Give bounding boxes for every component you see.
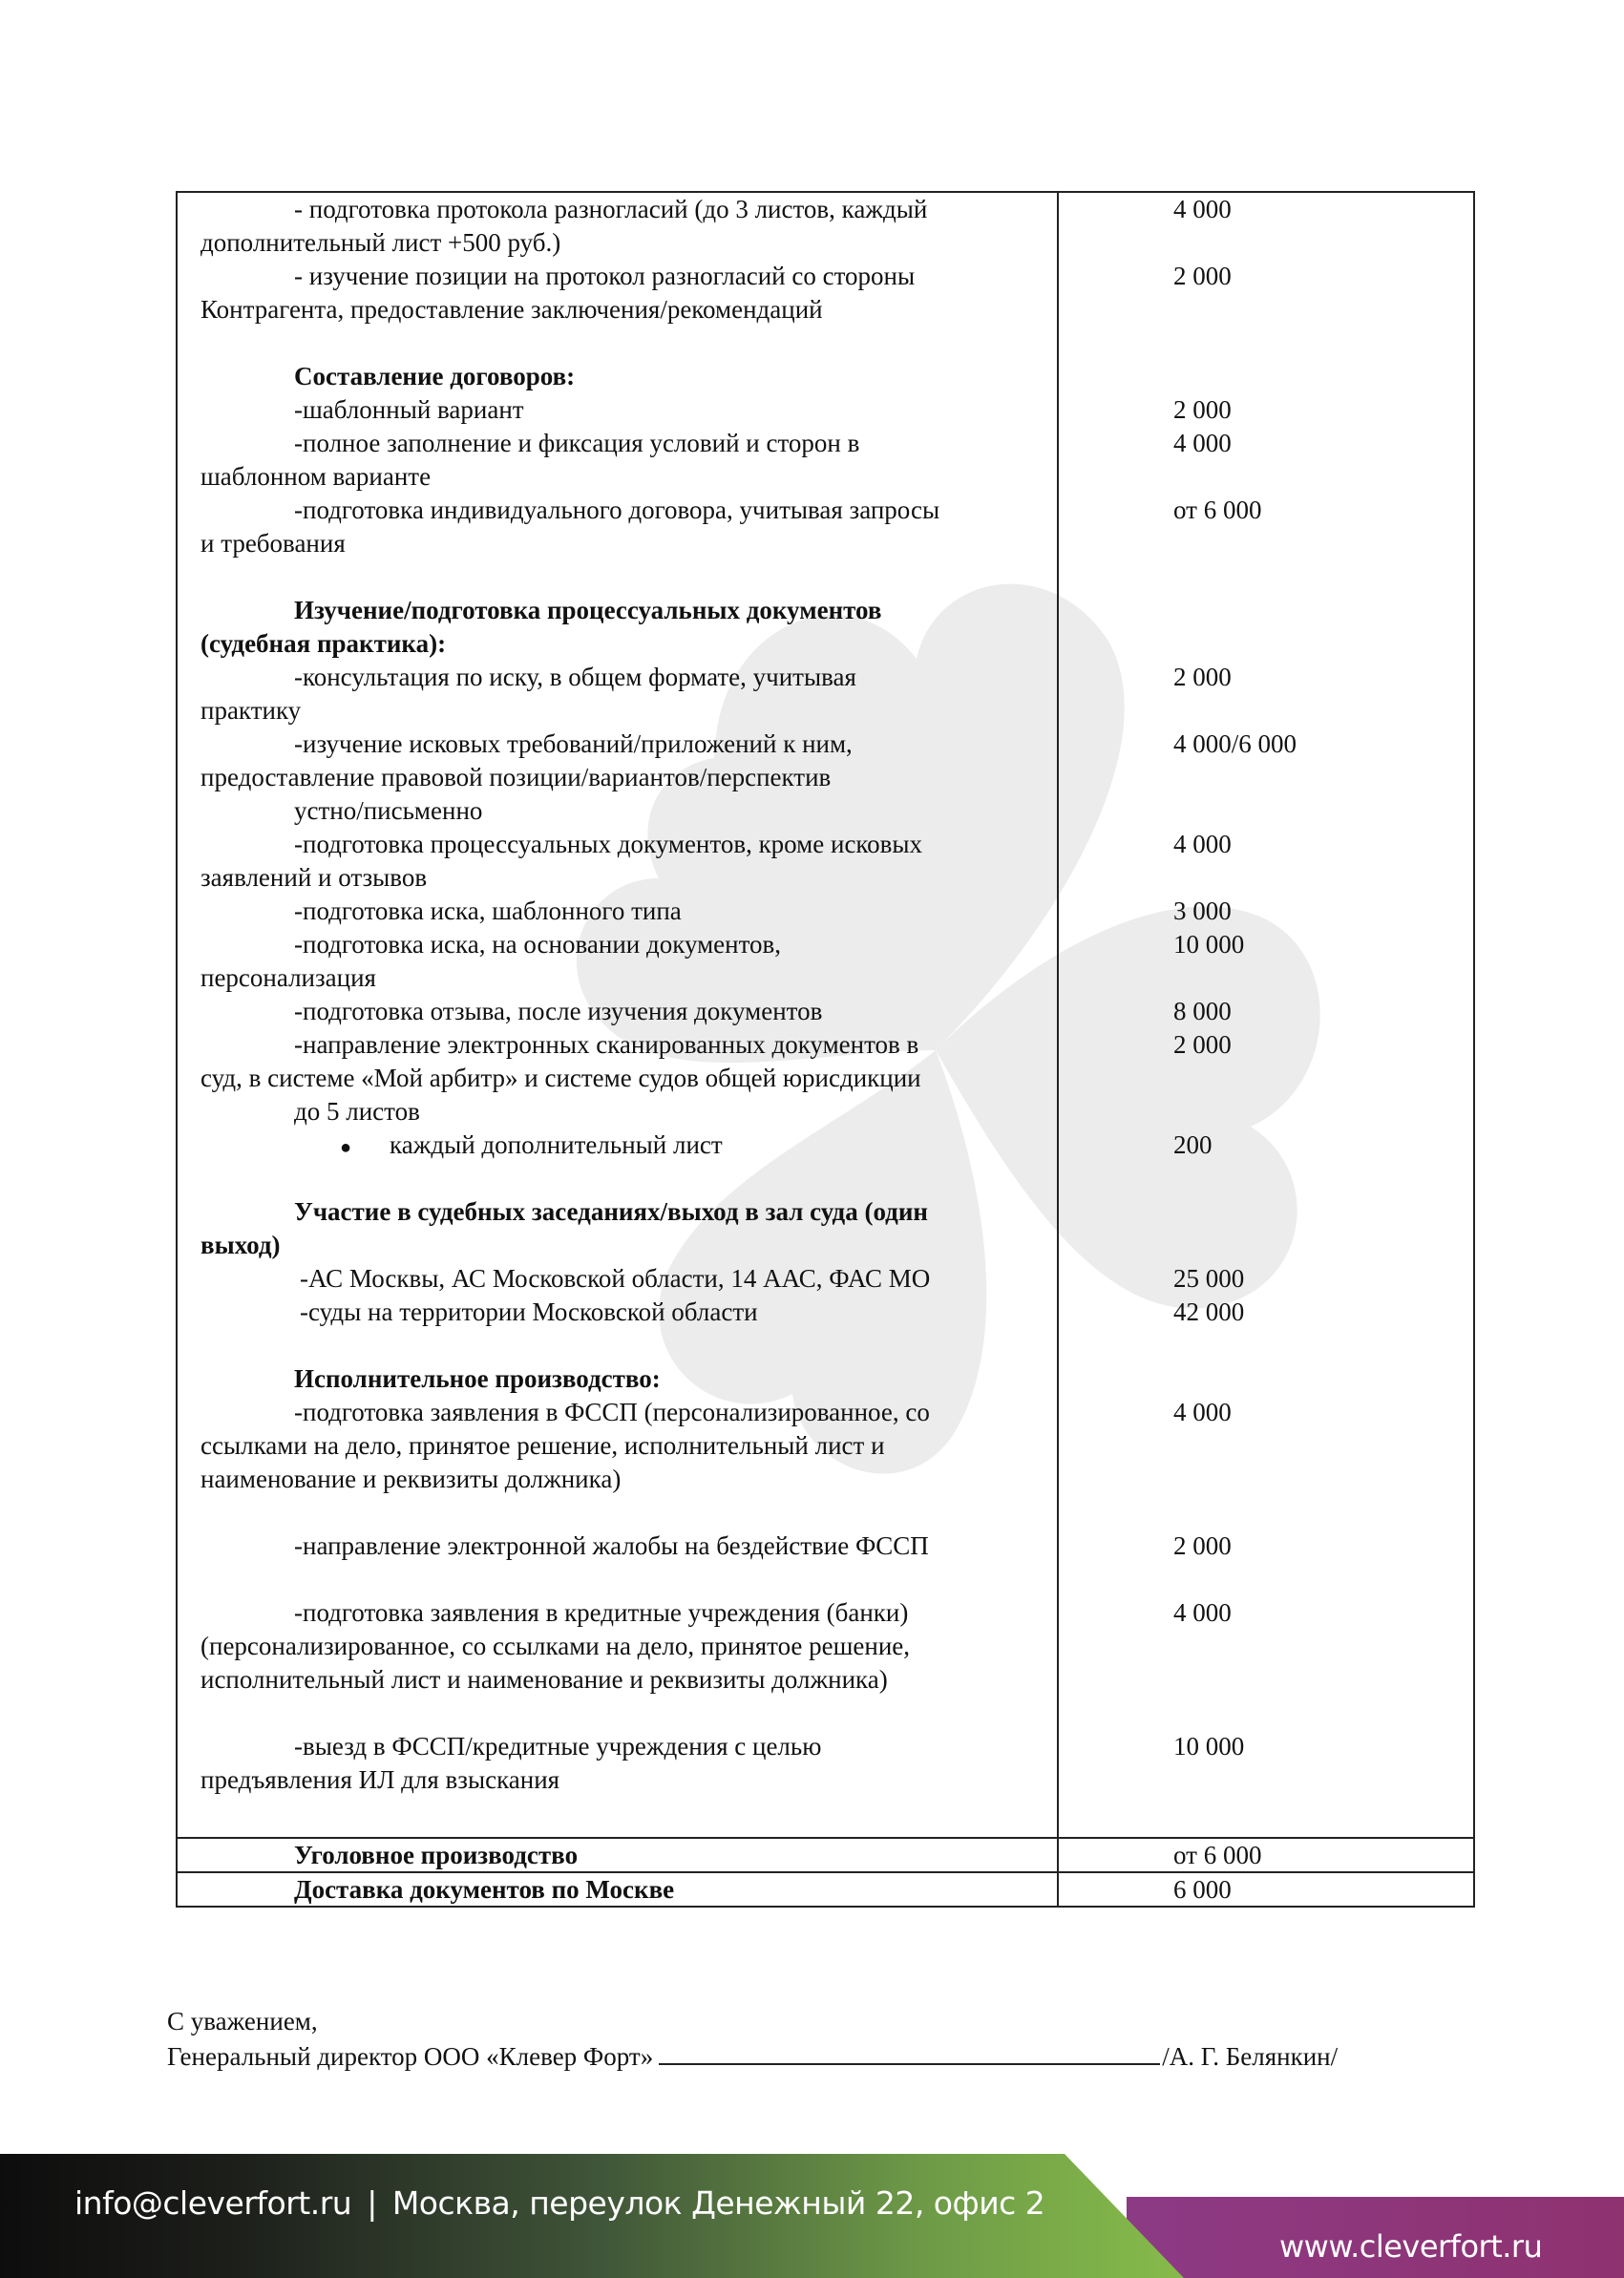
service-price: 2 000	[1173, 395, 1232, 424]
service-item-line: персонализация	[200, 963, 376, 992]
service-item-line: -подготовка заявления в кредитные учреждения (банки)	[294, 1598, 909, 1627]
service-item-line: ссылками на дело, принятое решение, исполнительный лист и	[200, 1431, 885, 1460]
service-item-line: исполнительный лист и наименование и реквизиты должника)	[200, 1665, 888, 1694]
service-item-line: шаблонном варианте	[200, 462, 432, 491]
section-heading: выход)	[200, 1231, 281, 1259]
services-price-cell	[1058, 192, 1474, 1838]
price-spacer	[1173, 1697, 1473, 1730]
criminal-price: от 6 000	[1173, 1841, 1262, 1869]
footer-separator: |	[367, 2184, 377, 2222]
section-heading: Изучение/подготовка процессуальных документов	[294, 596, 882, 624]
service-item-line: и требования	[200, 529, 346, 558]
service-item-line: - подготовка протокола разногласий (до 3 листов, каждый	[294, 195, 928, 223]
services-row	[177, 192, 1474, 1838]
spacer	[200, 1329, 1038, 1362]
service-item-line: -полное заполнение и фиксация условий и сторон в	[294, 429, 860, 457]
service-item-line: -АС Москвы, АС Московской области, 14 ААС, ФАС МО	[300, 1264, 931, 1293]
service-price: 4 000	[1173, 1598, 1232, 1627]
spacer	[200, 1697, 1038, 1730]
criminal-label: Уголовное производство	[294, 1841, 579, 1869]
service-item-line: устно/письменно	[294, 796, 483, 825]
price-spacer	[1173, 1663, 1473, 1697]
price-spacer	[1173, 1563, 1473, 1596]
service-item-line: -изучение исковых требований/приложений к ним,	[294, 729, 853, 758]
service-price: 2 000	[1173, 663, 1232, 691]
service-price: 25 000	[1173, 1264, 1245, 1293]
service-item-line: -подготовка иска, шаблонного типа	[294, 896, 682, 925]
service-item-line: -подготовка процессуальных документов, кроме исковых	[294, 830, 923, 858]
price-spacer	[1173, 460, 1473, 494]
price-spacer	[1173, 1463, 1473, 1496]
price-spacer	[1173, 794, 1473, 828]
service-price: 4 000	[1173, 195, 1232, 223]
delivery-price: 6 000	[1173, 1875, 1232, 1904]
spacer	[200, 560, 1038, 594]
spacer	[200, 327, 1038, 360]
price-spacer	[1173, 694, 1473, 728]
service-price: 4 000	[1173, 1398, 1232, 1426]
service-price: 2 000	[1173, 1531, 1232, 1560]
signatory-name: /А. Г. Белянкин/	[1162, 2042, 1339, 2071]
service-item-line: (персонализированное, со ссылками на дело, принятое решение,	[200, 1632, 911, 1660]
signature-line	[659, 2038, 1160, 2065]
footer-address: Москва, переулок Денежный 22, офис 2	[391, 2184, 1045, 2222]
service-item-line: -шаблонный вариант	[294, 395, 524, 424]
price-table	[176, 191, 1475, 1908]
greeting: С уважением,	[167, 2007, 318, 2035]
footer-contact	[74, 2184, 1044, 2222]
service-item-line: -суды на территории Московской области	[300, 1297, 758, 1326]
footer-band	[0, 2154, 1624, 2278]
service-item-line: -подготовка отзыва, после изучения документов	[294, 997, 823, 1025]
service-price: 3 000	[1173, 896, 1232, 925]
service-price: 2 000	[1173, 262, 1232, 290]
service-price: 4 000/6 000	[1173, 729, 1297, 758]
section-heading: Участие в судебных заседаниях/выход в зал суда (один	[294, 1197, 928, 1226]
price-spacer	[1173, 1229, 1473, 1262]
service-price: 4 000	[1173, 830, 1232, 858]
service-price: 4 000	[1173, 429, 1232, 457]
price-spacer	[1173, 1763, 1473, 1797]
service-item-line: практику	[200, 696, 302, 725]
criminal-row	[177, 1838, 1474, 1872]
price-spacer	[1173, 1429, 1473, 1463]
section-heading: Составление договоров:	[294, 362, 576, 390]
service-item-line: -подготовка заявления в ФССП (персонализированное, со	[294, 1398, 930, 1426]
price-spacer	[1173, 560, 1473, 594]
service-price: 8 000	[1173, 997, 1232, 1025]
service-price: 200	[1173, 1130, 1213, 1159]
signature-block	[167, 2005, 1338, 2074]
service-item-line: -подготовка индивидуального договора, учитывая запросы	[294, 496, 940, 524]
service-price: 42 000	[1173, 1297, 1245, 1326]
service-item-line: до 5 листов	[294, 1097, 420, 1126]
service-item-line: наименование и реквизиты должника)	[200, 1465, 622, 1493]
service-item-line: -направление электронных сканированных документов в	[294, 1030, 919, 1059]
service-price: 2 000	[1173, 1030, 1232, 1059]
price-spacer	[1173, 1496, 1473, 1529]
price-spacer	[1173, 1062, 1473, 1095]
bullet-text: каждый дополнительный лист	[390, 1130, 723, 1159]
price-spacer	[1173, 1362, 1473, 1396]
service-item-line: предоставление правовой позиции/вариантов/перспектив	[200, 763, 832, 791]
price-spacer	[1173, 527, 1473, 560]
price-spacer	[1173, 1195, 1473, 1229]
delivery-row	[177, 1872, 1474, 1907]
service-price: 10 000	[1173, 1732, 1245, 1761]
price-spacer	[1173, 360, 1473, 393]
spacer	[200, 1496, 1038, 1529]
footer-website[interactable]: www.cleverfort.ru	[1279, 2228, 1543, 2265]
service-price: 10 000	[1173, 930, 1245, 959]
price-spacer	[1173, 293, 1473, 327]
spacer	[200, 1563, 1038, 1596]
price-spacer	[1173, 1630, 1473, 1663]
price-spacer	[1173, 327, 1473, 360]
service-item-line: -подготовка иска, на основании документов,	[294, 930, 782, 959]
section-heading: Исполнительное производство:	[294, 1364, 661, 1393]
bullet-icon: ●	[340, 1137, 352, 1158]
signatory-position: Генеральный директор ООО «Клевер Форт»	[167, 2042, 654, 2071]
service-item-line: -направление электронной жалобы на бездействие ФССП	[294, 1531, 929, 1560]
price-spacer	[1173, 1162, 1473, 1195]
price-spacer	[1173, 761, 1473, 794]
spacer	[200, 1162, 1038, 1195]
price-spacer	[1173, 961, 1473, 995]
service-item-line: суд, в системе «Мой арбитр» и системе судов общей юрисдикции	[200, 1064, 921, 1092]
service-item-line: дополнительный лист +500 руб.)	[200, 228, 561, 257]
footer-email[interactable]: info@cleverfort.ru	[74, 2184, 352, 2222]
price-spacer	[1173, 1329, 1473, 1362]
price-spacer	[1173, 627, 1473, 661]
service-item-line: -консультация по иску, в общем формате, учитывая	[294, 663, 856, 691]
service-item-line: предъявления ИЛ для взыскания	[200, 1765, 560, 1794]
service-item-line: заявлений и отзывов	[200, 863, 428, 892]
price-spacer	[1173, 226, 1473, 260]
price-spacer	[1173, 1095, 1473, 1128]
section-heading: (судебная практика):	[200, 629, 447, 658]
price-spacer	[1173, 861, 1473, 895]
services-description-cell	[177, 192, 1058, 1838]
service-price: от 6 000	[1173, 496, 1262, 524]
bullet-item	[200, 1128, 1038, 1162]
signature-line-row	[167, 2038, 1338, 2074]
price-spacer	[1173, 594, 1473, 627]
service-item-line: -выезд в ФССП/кредитные учреждения с целью	[294, 1732, 822, 1761]
service-item-line: - изучение позиции на протокол разногласий со стороны	[294, 262, 916, 290]
service-item-line: Контрагента, предоставление заключения/рекомендаций	[200, 295, 823, 324]
delivery-label: Доставка документов по Москве	[294, 1875, 675, 1904]
